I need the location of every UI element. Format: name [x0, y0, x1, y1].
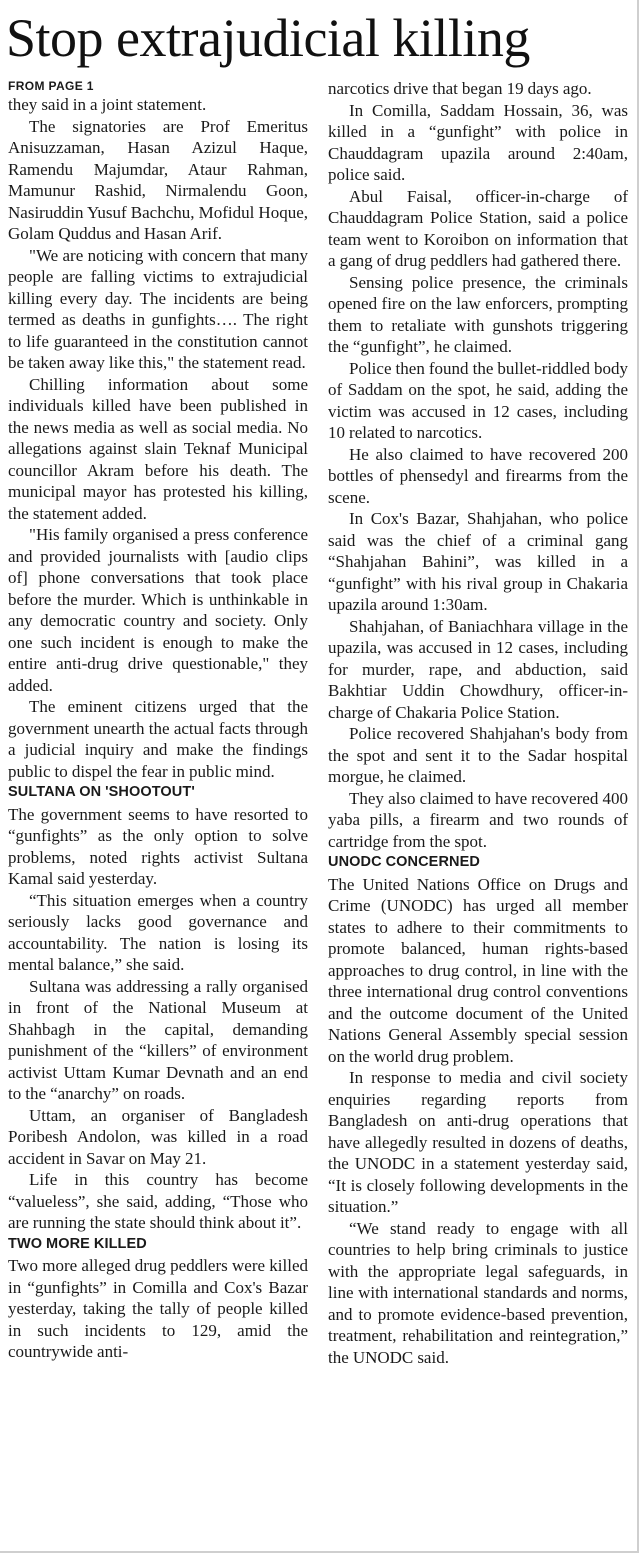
- paragraph: The eminent citizens urged that the government unearth the actual facts through a judicial inquiry and make the findings public to dispel the fear in public mind.: [8, 697, 308, 781]
- paragraph: Two more alleged drug peddlers were killed in “gunfights” in Comilla and Cox's Bazar yesterday, taking the tally of people killed in such incidents to 129, amid the countrywide anti-: [8, 1256, 308, 1361]
- paragraph: They also claimed to have recovered 400 yaba pills, a firearm and two rounds of cartridge from the spot.: [328, 788, 628, 851]
- subhead-sultana: SULTANA ON 'SHOOTOUT': [8, 784, 195, 800]
- paragraph: In response to media and civil society enquiries regarding reports from Bangladesh on anti-drug operations that have allegedly resulted in dozens of deaths, the UNODC in a statement yesterday said, “It is closely following developments in the situation.”: [328, 1068, 628, 1216]
- paragraph: Life in this country has become “valueless”, she said, adding, “Those who are running the state should think about it”.: [8, 1170, 308, 1232]
- paragraph: Sultana was addressing a rally organised in front of the National Museum at Shahbagh in the capital, demanding punishment of the “killers” of environment activist Uttam Kumar Devnath and an end to the “anarchy” on roads.: [8, 976, 308, 1103]
- paragraph: they said in a joint statement.: [8, 95, 207, 114]
- paragraph: Chilling information about some individuals killed have been published in the news media as well as social media. No allegations against slain Teknaf Municipal councillor Akram before his death. The municipal mayor has protested his killing, the statement added.: [8, 374, 308, 523]
- paragraph: "His family organised a press conference and provided journalists with [audio clips of] phone conversations that took place before the murder. Which is unthinkable in any democratic country and society. Only one such incident is enough to make the entire anti-drug drive questionable," they added.: [8, 525, 308, 695]
- article-column-left: [8, 78, 308, 1363]
- headline: Stop extrajudicial killing: [6, 8, 530, 68]
- paragraph: He also claimed to have recovered 200 bottles of phensedyl and firearms from the scene.: [328, 444, 628, 507]
- paragraph: The signatories are Prof Emeritus Anisuzzaman, Hasan Azizul Haque, Ramendu Majumdar, Ataur Rahman, Mamunur Rashid, Nirmalendu Goon, Nasiruddin Yusuf Bachchu, Mofidul Hoque, Golam Quddus and Hasan Arif.: [8, 116, 308, 243]
- paragraph: Sensing police presence, the criminals opened fire on the law enforcers, prompting them to retaliate with gunshots triggering the “gunfight”, he claimed.: [328, 272, 628, 356]
- paragraph: Police recovered Shahjahan's body from the spot and sent it to the Sadar hospital morgue, he claimed.: [328, 724, 628, 786]
- subhead-two-more-killed: TWO MORE KILLED: [8, 1235, 147, 1252]
- paragraph: “This situation emerges when a country seriously lacks good governance and accountability. The nation is losing its mental balance,” she said.: [8, 890, 308, 974]
- paragraph: "We are noticing with concern that many people are falling victims to extrajudicial killing every day. The incidents are being termed as deaths in gunfights…. The right to life guaranteed in the constitution cannot be taken away like this," the statement read.: [8, 245, 308, 372]
- paragraph: Abul Faisal, officer-in-charge of Chauddagram Police Station, said a police team went to Koroibon on information that a gang of drug peddlers had gathered there.: [328, 186, 628, 270]
- subhead-unodc: UNODC CONCERNED: [328, 854, 480, 870]
- paragraph: The United Nations Office on Drugs and Crime (UNODC) has urged all member states to adhere to their commitments to promote balanced, human rights-based approaches to drug control, in line with the three international drug control conventions and the outcome document of the United Nations General Assembly special session on the world drug problem.: [328, 874, 628, 1066]
- article-column-right: [328, 78, 628, 1368]
- paragraph: narcotics drive that began 19 days ago.: [328, 79, 592, 98]
- paragraph: In Comilla, Saddam Hossain, 36, was killed in a “gunfight” with police in Chauddagram upazila around 2:40am, police said.: [328, 100, 628, 184]
- paragraph: Uttam, an organiser of Bangladesh Poribesh Andolon, was killed in a road accident in Savar on May 21.: [8, 1105, 308, 1168]
- paragraph: Police then found the bullet-riddled body of Saddam on the spot, he said, adding the victim was accused in 12 cases, including 10 related to narcotics.: [328, 358, 628, 442]
- paragraph: In Cox's Bazar, Shahjahan, who police said was the chief of a criminal gang “Shahjahan Bahini”, was killed in a “gunfight” with his rival group in Chakaria upazila around 1:30am.: [328, 509, 628, 614]
- paragraph: “We stand ready to engage with all countries to help bring criminals to justice with the appropriate legal safeguards, in line with international standards and norms, and to promote evidence-based prevention, treatment, rehabilitation and reintegration,” the UNODC said.: [328, 1218, 628, 1367]
- paragraph: Shahjahan, of Baniachhara village in the upazila, was accused in 12 cases, including for murder, rape, and abduction, said Bakhtiar Uddin Chowdhury, officer-in-charge of Chakaria Police Station.: [328, 616, 628, 722]
- paragraph: The government seems to have resorted to “gunfights” as the only option to solve problems, noted rights activist Sultana Kamal said yesterday.: [8, 804, 308, 888]
- continued-from-label: FROM PAGE 1: [8, 79, 94, 93]
